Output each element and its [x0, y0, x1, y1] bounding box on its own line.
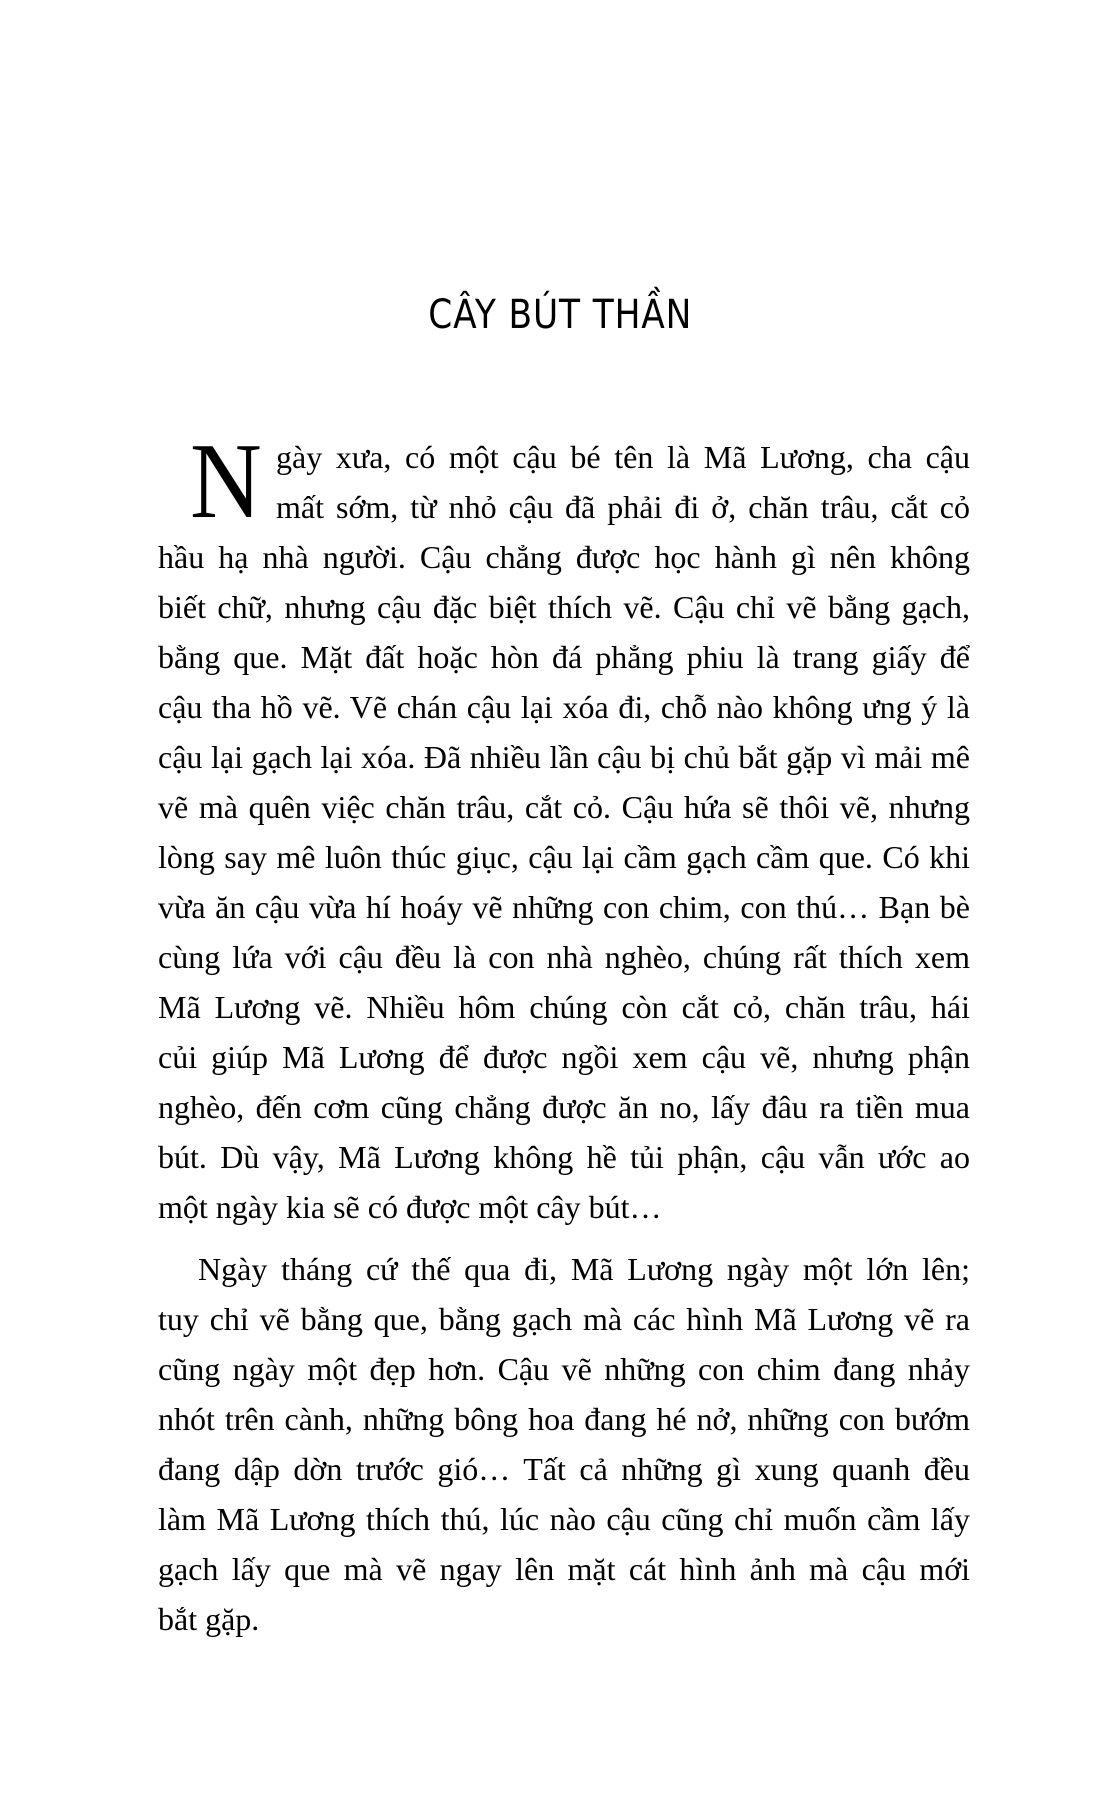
text-line: cậu lại gạch lại xóa. Đã nhiều lần cậu bị chủ bắt gặp vì mải mê	[158, 739, 970, 775]
text-line: bắt gặp.	[158, 1601, 260, 1637]
text-line: bút. Dù vậy, Mã Lương không hề tủi phận, cậu vẫn ước ao	[158, 1139, 970, 1175]
text-line: tuy chỉ vẽ bằng que, bằng gạch mà các hình Mã Lương vẽ ra	[158, 1301, 970, 1337]
text-line: Ngày tháng cứ thế qua đi, Mã Lương ngày một lớn lên;	[198, 1251, 970, 1287]
text-line: củi giúp Mã Lương để được ngồi xem cậu vẽ, nhưng phận	[158, 1039, 970, 1075]
text-line: nhót trên cành, những bông hoa đang hé nở, những con bướm	[158, 1401, 970, 1437]
text-line: mất sớm, từ nhỏ cậu đã phải đi ở, chăn trâu, cắt cỏ	[276, 489, 970, 525]
text-line: cũng ngày một đẹp hơn. Cậu vẽ những con chim đang nhảy	[158, 1351, 970, 1387]
text-line: Mã Lương vẽ. Nhiều hôm chúng còn cắt cỏ, chăn trâu, hái	[158, 989, 970, 1025]
text-line: vừa ăn cậu vừa hí hoáy vẽ những con chim, con thú… Bạn bè	[158, 889, 970, 925]
drop-cap: N	[190, 422, 262, 541]
text-line: làm Mã Lương thích thú, lúc nào cậu cũng chỉ muốn cầm lấy	[158, 1501, 970, 1537]
text-line: đang dập dờn trước gió… Tất cả những gì xung quanh đều	[158, 1451, 970, 1487]
text-line: gày xưa, có một cậu bé tên là Mã Lương, cha cậu	[276, 439, 970, 475]
text-line: vẽ mà quên việc chăn trâu, cắt cỏ. Cậu hứa sẽ thôi vẽ, nhưng	[158, 789, 970, 825]
chapter-title: CÂY BÚT THẦN	[428, 292, 693, 338]
text-line: bằng que. Mặt đất hoặc hòn đá phẳng phiu là trang giấy để	[158, 639, 970, 675]
text-line: cậu tha hồ vẽ. Vẽ chán cậu lại xóa đi, chỗ nào không ưng ý là	[158, 689, 970, 725]
text-line: biết chữ, nhưng cậu đặc biệt thích vẽ. Cậu chỉ vẽ bằng gạch,	[158, 589, 970, 625]
text-line: hầu hạ nhà người. Cậu chẳng được học hành gì nên không	[158, 539, 970, 575]
text-line: cùng lứa với cậu đều là con nhà nghèo, chúng rất thích xem	[158, 939, 970, 975]
text-line: lòng say mê luôn thúc giục, cậu lại cầm gạch cầm que. Có khi	[158, 839, 970, 875]
text-line: nghèo, đến cơm cũng chẳng được ăn no, lấy đâu ra tiền mua	[158, 1089, 970, 1125]
text-line: gạch lấy que mà vẽ ngay lên mặt cát hình ảnh mà cậu mới	[158, 1551, 970, 1587]
text-line: một ngày kia sẽ có được một cây bút…	[158, 1189, 662, 1225]
